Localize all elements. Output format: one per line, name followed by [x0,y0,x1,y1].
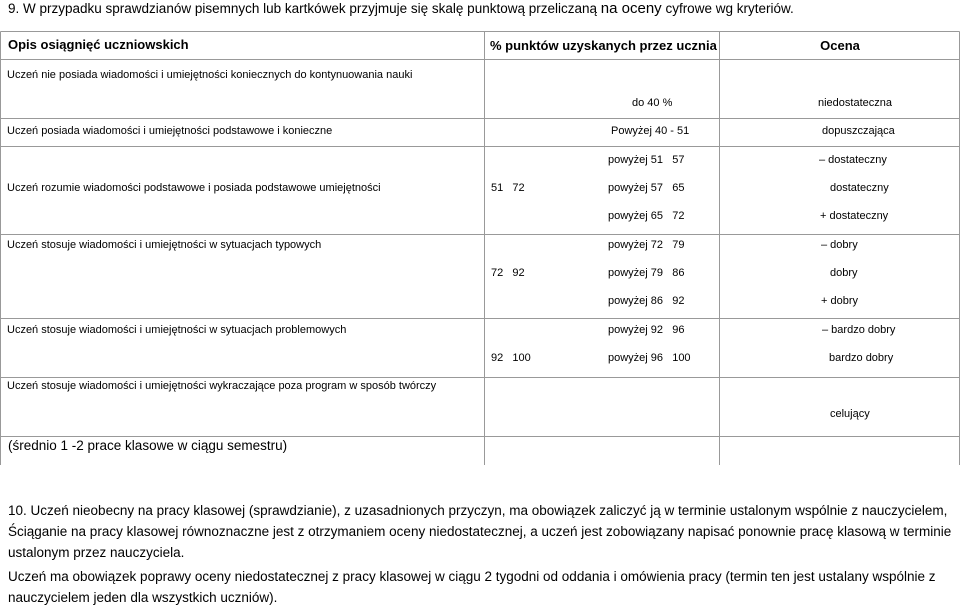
percent-2: Powyżej 40 - 51 [611,125,690,137]
grade-9: – bardzo dobry [822,324,896,336]
range-3: 92 100 [491,352,531,364]
header-description: Opis osiągnięć uczniowskich [8,37,189,52]
paragraph-10: 10. Uczeń nieobecny na pracy klasowej (sprawdzianie), z uzasadnionych przyczyn, ma obowiązek zaliczyć ją w terminie ustalonym wspólnie z nauczycielem, Ściąganie na pracy klasowej równoznaczne jest z otrzymaniem oceny niedostatecznej, a uczeń jest zobowiązany napisać ponownie pracę klasową w terminie ustalonym przez nauczyciela. [8,503,952,560]
grade-8: + dobry [821,295,858,307]
intro-text-3: cyfrowe wg kryteriów. [665,1,794,16]
paragraph-11: Uczeń ma obowiązek poprawy oceny niedostatecznej z pracy klasowej w ciągu 2 tygodni od oddania i omówienia pracy (termin ten jest ustalany wspólnie z nauczycielem jeden dla wszystkich uczniów). [8,569,936,605]
percent-4: powyżej 57 65 [608,182,685,194]
grade-2: dopuszczająca [822,125,895,137]
header-percent: % punktów uzyskanych przez ucznia [490,38,717,53]
range-1: 51 72 [491,182,525,194]
grade-7: dobry [830,267,858,279]
grade-11: celujący [830,408,870,420]
table-note: (średnio 1 -2 prace klasowe w ciągu semestru) [8,438,288,453]
percent-9: powyżej 92 96 [608,324,685,336]
percent-6: powyżej 72 79 [608,239,685,251]
percent-1: do 40 % [632,97,673,109]
description-6: Uczeń stosuje wiadomości i umiejętności wykraczające poza program w sposób twórczy [7,380,437,392]
description-2: Uczeń posiada wiadomości i umiejętności podstawowe i konieczne [7,125,333,137]
grade-10: bardzo dobry [829,352,894,364]
grade-3: – dostateczny [819,154,887,166]
description-3: Uczeń rozumie wiadomości podstawowe i posiada podstawowe umiejętności [7,182,381,194]
grade-5: + dostateczny [820,210,889,222]
percent-8: powyżej 86 92 [608,295,685,307]
grade-1: niedostateczna [818,97,892,109]
description-1: Uczeń nie posiada wiadomości i umiejętności koniecznych do kontynuowania nauki [7,69,413,81]
percent-3: powyżej 51 57 [608,154,685,166]
percent-7: powyżej 79 86 [608,267,685,279]
header-grade: Ocena [820,38,860,53]
intro-text-1: 9. W przypadku sprawdzianów pisemnych lub kartkówek przyjmuje się skalę punktową przeliczaną [8,1,598,16]
description-4: Uczeń stosuje wiadomości i umiejętności w sytuacjach typowych [7,239,322,251]
grade-4: dostateczny [830,182,889,194]
intro-text-2: na oceny [600,0,662,17]
percent-5: powyżej 65 72 [608,210,685,222]
description-5: Uczeń stosuje wiadomości i umiejętności w sytuacjach problemowych [7,324,347,336]
percent-10: powyżej 96 100 [608,352,691,364]
intro-line [8,0,794,17]
grade-6: – dobry [821,239,858,251]
range-2: 72 92 [491,267,525,279]
